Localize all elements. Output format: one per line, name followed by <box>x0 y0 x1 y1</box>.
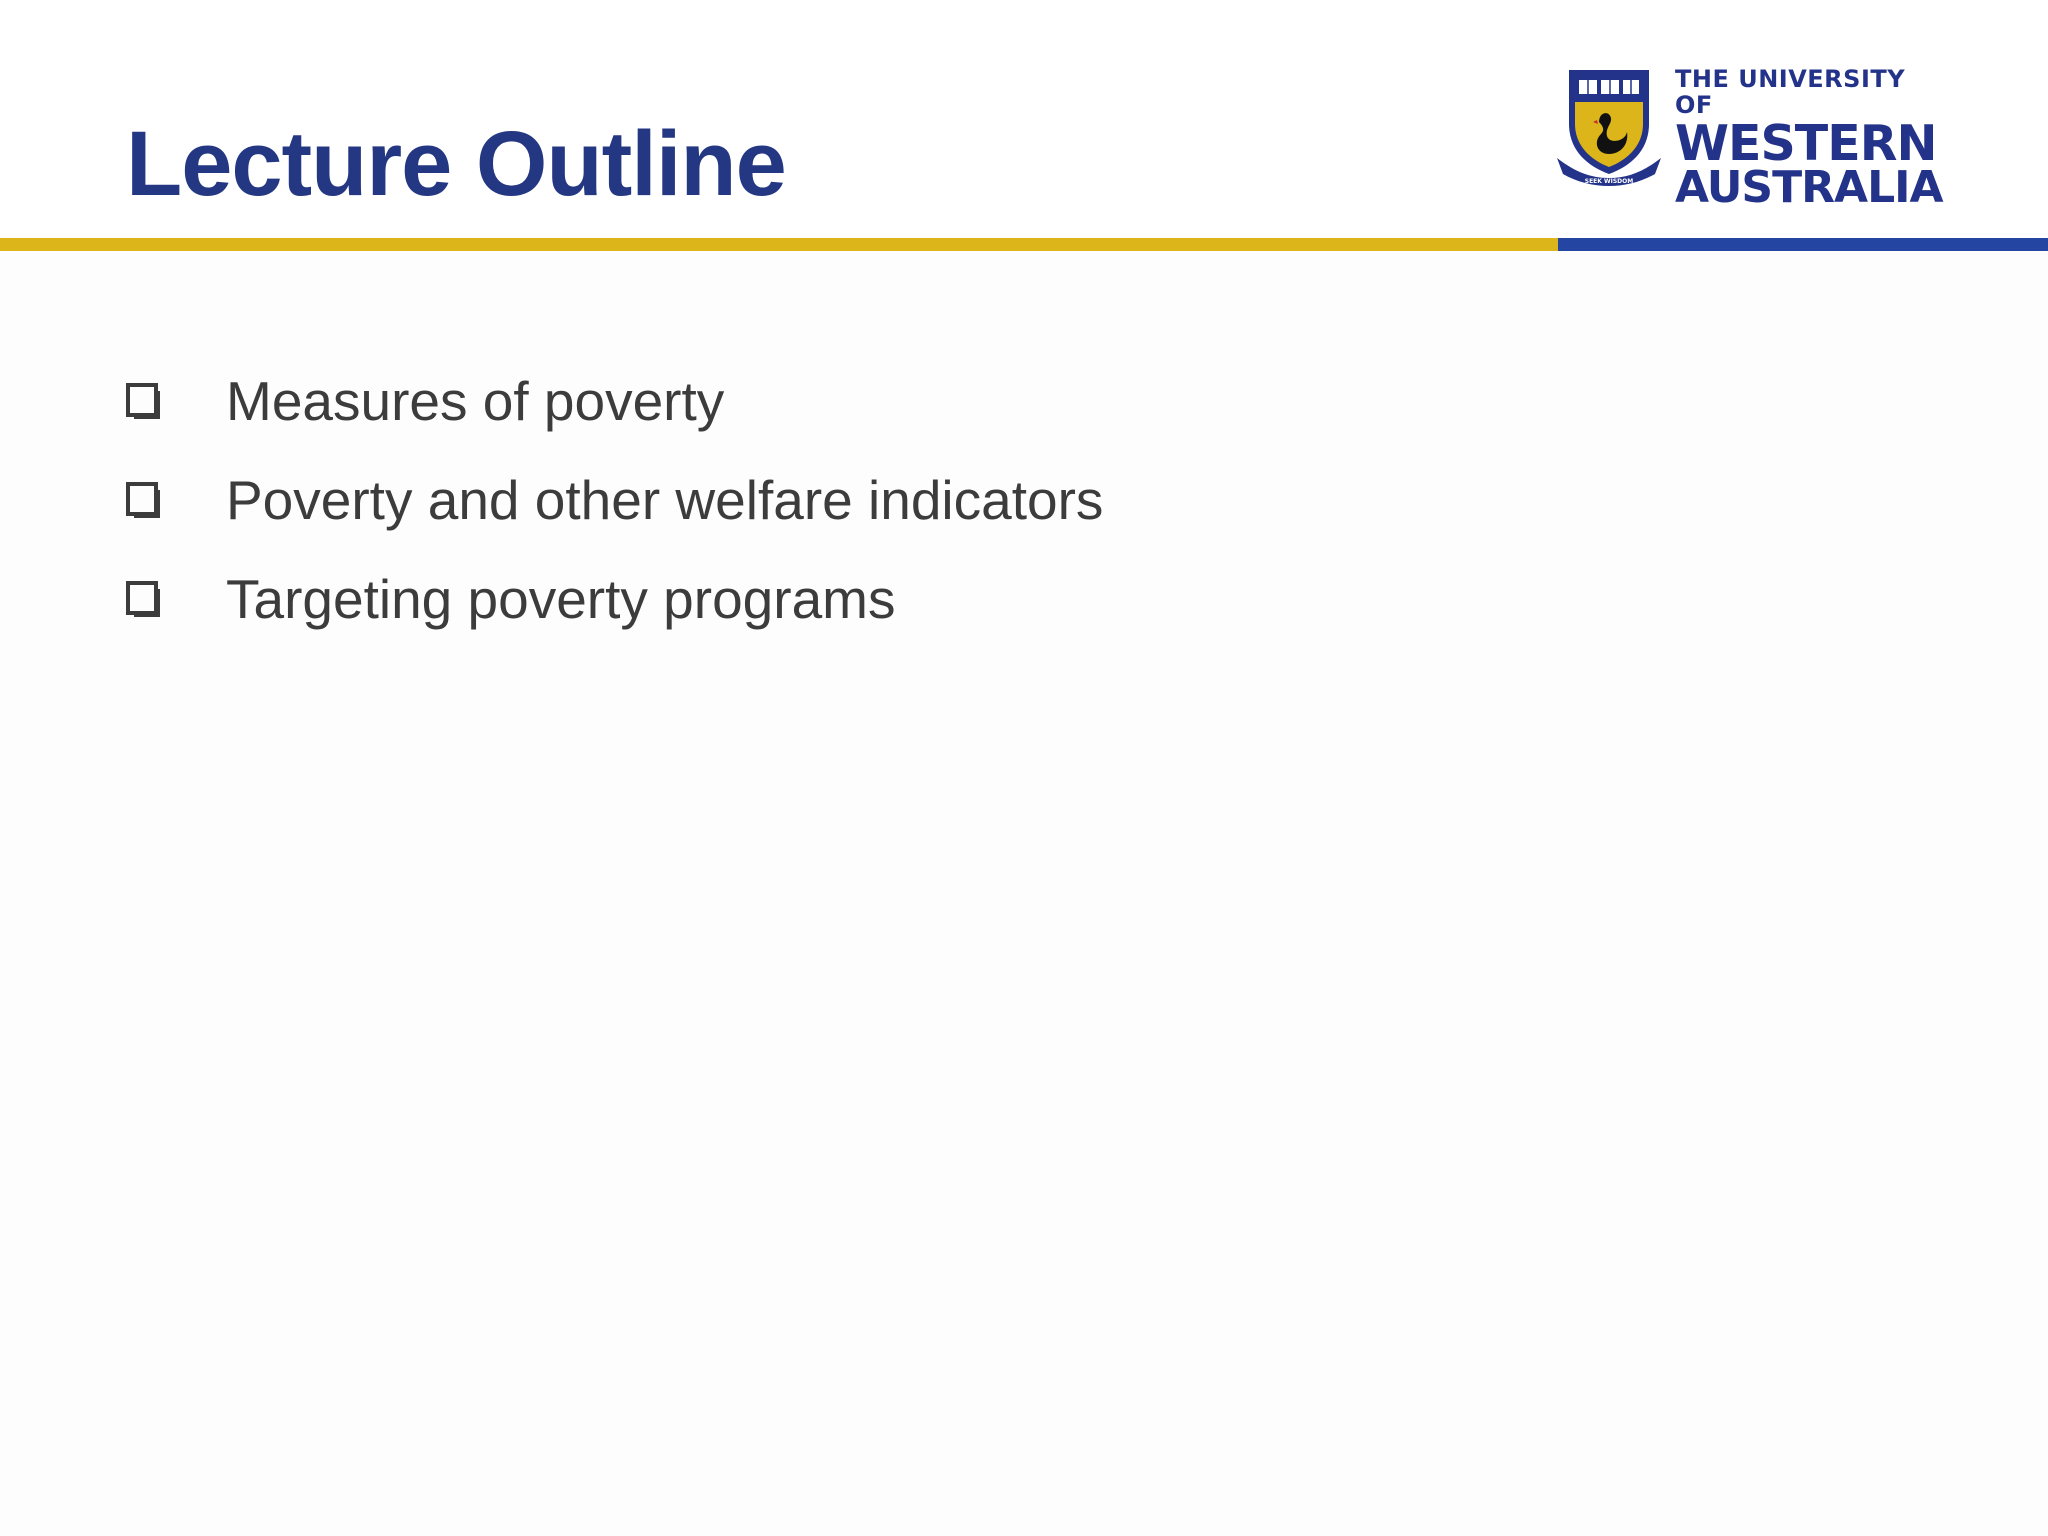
wordmark-line-1: THE UNIVERSITY OF <box>1675 65 1906 120</box>
wordmark-line-2: WESTERN <box>1675 114 1937 172</box>
outline-list <box>126 368 1103 665</box>
list-item-label: Poverty and other welfare indicators <box>226 468 1104 531</box>
svg-text:SEEK WISDOM: SEEK WISDOM <box>1584 178 1634 185</box>
wordmark-line-3: AUSTRALIA <box>1675 162 1943 214</box>
checkbox-square-icon <box>126 478 162 522</box>
university-crest-icon <box>1555 62 1663 186</box>
checkbox-square-icon <box>126 379 162 423</box>
university-logo <box>1555 62 1943 214</box>
slide-header <box>0 0 2048 252</box>
list-item-label: Targeting poverty programs <box>226 567 896 630</box>
list-item-label: Measures of poverty <box>226 369 725 432</box>
list-item <box>126 368 1103 434</box>
list-item <box>126 467 1103 533</box>
header-rule-gold <box>0 238 1558 251</box>
checkbox-square-icon <box>126 577 162 621</box>
header-rule-blue <box>1558 238 2048 251</box>
slide-title: Lecture Outline <box>126 113 786 215</box>
list-item <box>126 566 1103 632</box>
university-wordmark <box>1675 65 1943 214</box>
